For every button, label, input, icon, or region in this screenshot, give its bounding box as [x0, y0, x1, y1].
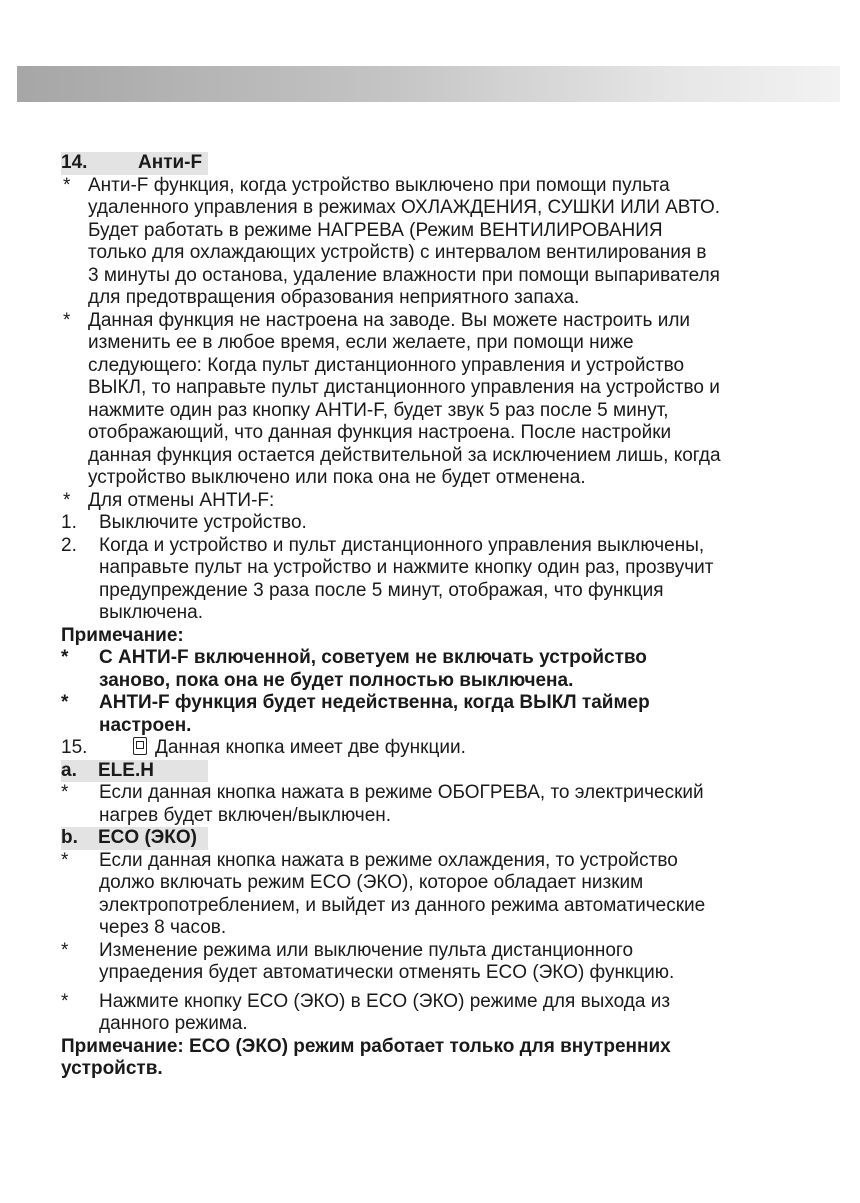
numbered-step: [61, 512, 811, 535]
section-title: Анти-F: [138, 152, 203, 173]
text-line: Когда и устройство и пульт дистанционного управления выключены,: [99, 534, 705, 556]
section-15-heading: [61, 737, 811, 760]
text-line: данная функция остается действительной за исключением лишь, когда: [88, 444, 721, 466]
text-line: следующего: Когда пульт дистанционного управления и устройство: [88, 354, 685, 376]
document-body: [61, 152, 811, 1081]
text-line: Данная функция не настроена на заводе. Вы можете настроить или: [88, 309, 691, 331]
section-14-heading: [61, 152, 811, 175]
text-line: для предотвращения образования неприятного запаха.: [88, 287, 580, 308]
section-15-intro: Данная кнопка имеет две функции.: [155, 737, 466, 758]
text-line: данного режима.: [99, 1013, 248, 1034]
section-number: 15.: [61, 737, 88, 758]
text-line: Анти-F функция, когда устройство выключено при помощи пульта: [88, 174, 670, 196]
subsection-title: ELE.H: [98, 759, 154, 781]
list-marker: *: [61, 647, 69, 668]
text-line: Если данная кнопка нажата в режиме ОБОГРЕВА, то электрический: [99, 782, 704, 803]
text-line: упраедения будет автоматически отменять ECO (ЭКО) функцию.: [99, 962, 675, 983]
list-marker: *: [63, 174, 71, 196]
text-line: АНТИ-F функция будет недейственна, когда ВЫКЛ таймер: [99, 692, 650, 713]
text-line: нажмите один раз кнопку АНТИ-F, будет звук 5 раз после 5 минут,: [88, 399, 669, 421]
eco-button-icon: [133, 737, 147, 755]
note-item: [61, 647, 811, 692]
text-line: 3 минуты до останова, удаление влажности при помощи выпаривателя: [88, 264, 720, 286]
list-marker: 1.: [61, 512, 77, 533]
text-line: Для отмены АНТИ-F:: [88, 489, 275, 511]
text-line: удаленного управления в режимах ОХЛАЖДЕНИЯ, СУШКИ ИЛИ АВТО.: [88, 197, 721, 218]
bullet-item: [61, 850, 811, 940]
text-line: выключена.: [99, 602, 203, 623]
text-line: Выключите устройство.: [99, 512, 307, 533]
text-line: устройство выключено или пока она не будет отменена.: [88, 467, 586, 488]
note-title: Примечание:: [61, 624, 184, 646]
text-line: С АНТИ-F включенной, советуем не включать устройство: [99, 647, 647, 668]
list-marker: *: [63, 309, 71, 331]
subsection-mark: b.: [61, 827, 78, 848]
subsection-b-heading: [61, 827, 811, 850]
text-line: электропотреблением, и выйдет из данного режима автоматические: [99, 894, 706, 916]
text-line: ВЫКЛ, то направьте пульт дистанционного управления на устройство и: [88, 377, 720, 398]
bullet-item: [61, 940, 811, 985]
list-marker: *: [61, 990, 69, 1012]
text-line: устройств.: [61, 1058, 163, 1079]
subsection-a-heading: [61, 760, 811, 783]
text-line: должо включать режим ECO (ЭКО), которое обладает низким: [99, 872, 644, 893]
bullet-item: [61, 310, 811, 490]
bullet-item: [61, 490, 811, 513]
bullet-item: [61, 991, 811, 1036]
final-note: [61, 1036, 811, 1081]
list-marker: *: [61, 692, 69, 713]
text-line: Примечание: ECO (ЭКО) режим работает только для внутренних: [61, 1035, 671, 1057]
section-number: 14.: [61, 152, 88, 173]
text-line: нагрев будет включен/выключен.: [99, 804, 392, 826]
list-marker: *: [61, 939, 69, 961]
text-line: только для охлаждающих устройств) с интервалом вентилирования в: [88, 242, 707, 263]
list-marker: *: [61, 782, 69, 803]
bullet-item: [61, 782, 811, 827]
header-bar: [17, 66, 840, 102]
numbered-step: [61, 535, 811, 625]
bullet-item: [61, 175, 811, 310]
list-marker: *: [63, 489, 71, 511]
text-line: заново, пока она не будет полностью выключена.: [99, 669, 574, 691]
list-marker: 2.: [61, 534, 77, 556]
text-line: через 8 часов.: [99, 917, 227, 938]
text-line: Нажмите кнопку ECO (ЭКО) в ECO (ЭКО) режиме для выхода из: [99, 990, 671, 1012]
text-line: Если данная кнопка нажата в режиме охлаждения, то устройство: [99, 849, 678, 871]
text-line: предупреждение 3 раза после 5 минут, отображая, что функция: [99, 579, 664, 601]
text-line: Изменение режима или выключение пульта дистанционного: [99, 939, 634, 961]
text-line: направьте пульт на устройство и нажмите кнопку один раз, прозвучит: [99, 557, 714, 578]
list-marker: *: [61, 849, 69, 871]
text-line: изменить ее в любое время, если желаете, при помощи ниже: [88, 332, 634, 353]
text-line: настроен.: [99, 714, 192, 736]
text-line: отображающий, что данная функция настроена. После настройки: [88, 422, 672, 443]
note-item: [61, 692, 811, 737]
subsection-title: ECO (ЭКО): [98, 827, 197, 848]
text-line: Будет работать в режиме НАГРЕВА (Режим ВЕНТИЛИРОВАНИЯ: [88, 219, 663, 241]
subsection-mark: a.: [61, 759, 77, 781]
